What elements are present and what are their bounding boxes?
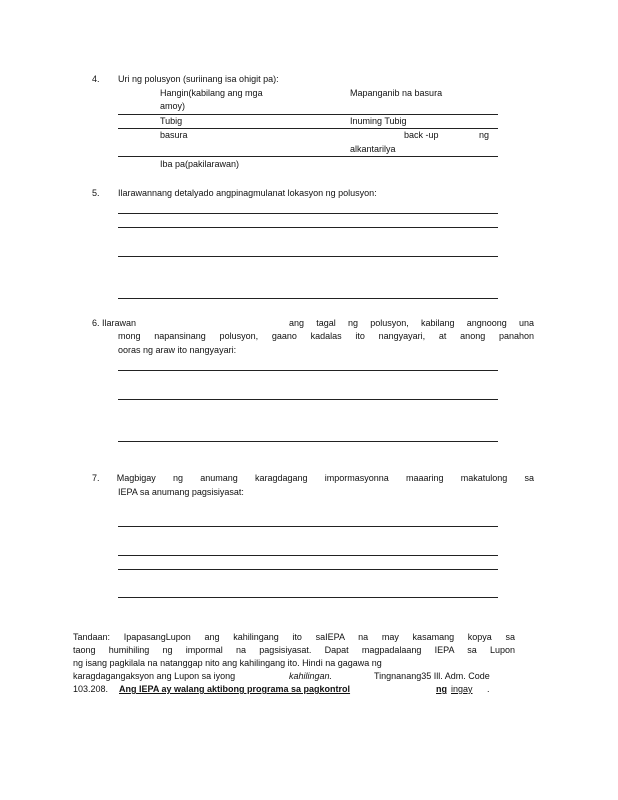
q4-number: 4.: [92, 74, 100, 84]
q4-option-inuming: Inuming Tubig: [350, 116, 407, 126]
q4-answer-line-2[interactable]: [118, 128, 498, 129]
q4-option-hangin-cont: amoy): [160, 101, 186, 111]
q4-title: Uri ng polusyon (suriinang isa ohigit pa):: [118, 74, 279, 84]
q5-answer-line-2[interactable]: [118, 227, 498, 228]
q4-option-ng: ng: [479, 130, 490, 140]
q5-text: Ilarawannang detalyado angpinagmulanat lokasyon ng polusyon:: [118, 188, 377, 198]
q7-line-2: IEPA sa anumang pagsisiyasat:: [118, 487, 244, 497]
note-line-2: taong humihiling ng impormal na pagsisiyasat. Dapat magpadalaang IEPA sa Lupon: [73, 645, 515, 655]
q5-number: 5.: [92, 188, 100, 198]
note-line-4-start: karagdagangaksyon ang Lupon sa iyong: [73, 671, 236, 681]
q6-line-1-start: 6. Ilarawan: [92, 318, 137, 328]
q6-line-1-end: ang tagal ng polusyon, kabilang angnoong una: [289, 318, 534, 328]
q7-line-1: 7. Magbigay ng anumang karagdagang impormasyonna maaaring makatulong sa: [92, 473, 534, 483]
q5-answer-line-4[interactable]: [118, 298, 498, 299]
note-line-5-number: 103.208.: [73, 684, 109, 694]
q4-option-mapanganib: Mapanganib na basura: [350, 88, 443, 98]
q5-answer-line-1[interactable]: [118, 213, 498, 214]
q7-answer-line-2[interactable]: [118, 555, 498, 556]
q6-answer-line-2[interactable]: [118, 399, 498, 400]
q4-option-hangin: Hangin(kabilang ang mga: [160, 88, 263, 98]
q4-option-tubig: Tubig: [160, 116, 183, 126]
q4-option-alkantarilya: alkantarilya: [350, 144, 396, 154]
q7-answer-line-4[interactable]: [118, 597, 498, 598]
q4-answer-line-1[interactable]: [118, 114, 498, 115]
q5-answer-line-3[interactable]: [118, 256, 498, 257]
note-line-1: Tandaan: IpapasangLupon ang kahilingang ito saIEPA na may kasamang kopya sa: [73, 632, 515, 642]
q4-option-basura: basura: [160, 130, 188, 140]
q6-answer-line-1[interactable]: [118, 370, 498, 371]
q6-line-2: mong napansinang polusyon, gaano kadalas ito nangyayari, at anong panahon: [118, 331, 534, 341]
note-line-4-end: Tingnanang35 Ill. Adm. Code: [374, 671, 490, 681]
q7-answer-line-3[interactable]: [118, 569, 498, 570]
note-line-5-end: .: [487, 684, 490, 694]
note-line-5-ng: ng: [436, 684, 447, 694]
note-line-3: ng isang pagkilala na natanggap nito ang kahilingang ito. Hindi na gagawa ng: [73, 658, 382, 668]
q4-answer-line-3[interactable]: [118, 156, 498, 157]
q6-line-3: ooras ng araw ito nangyayari:: [118, 345, 237, 355]
q4-option-backup: back -up: [404, 130, 439, 140]
q6-answer-line-3[interactable]: [118, 441, 498, 442]
note-line-4-italic: kahilingan.: [289, 671, 333, 681]
note-line-5-bold: Ang IEPA ay walang aktibong programa sa pagkontrol: [119, 684, 351, 694]
note-line-5-rest: ingay: [451, 684, 473, 694]
q4-option-iba: Iba pa(pakilarawan): [160, 159, 240, 169]
q7-answer-line-1[interactable]: [118, 526, 498, 527]
